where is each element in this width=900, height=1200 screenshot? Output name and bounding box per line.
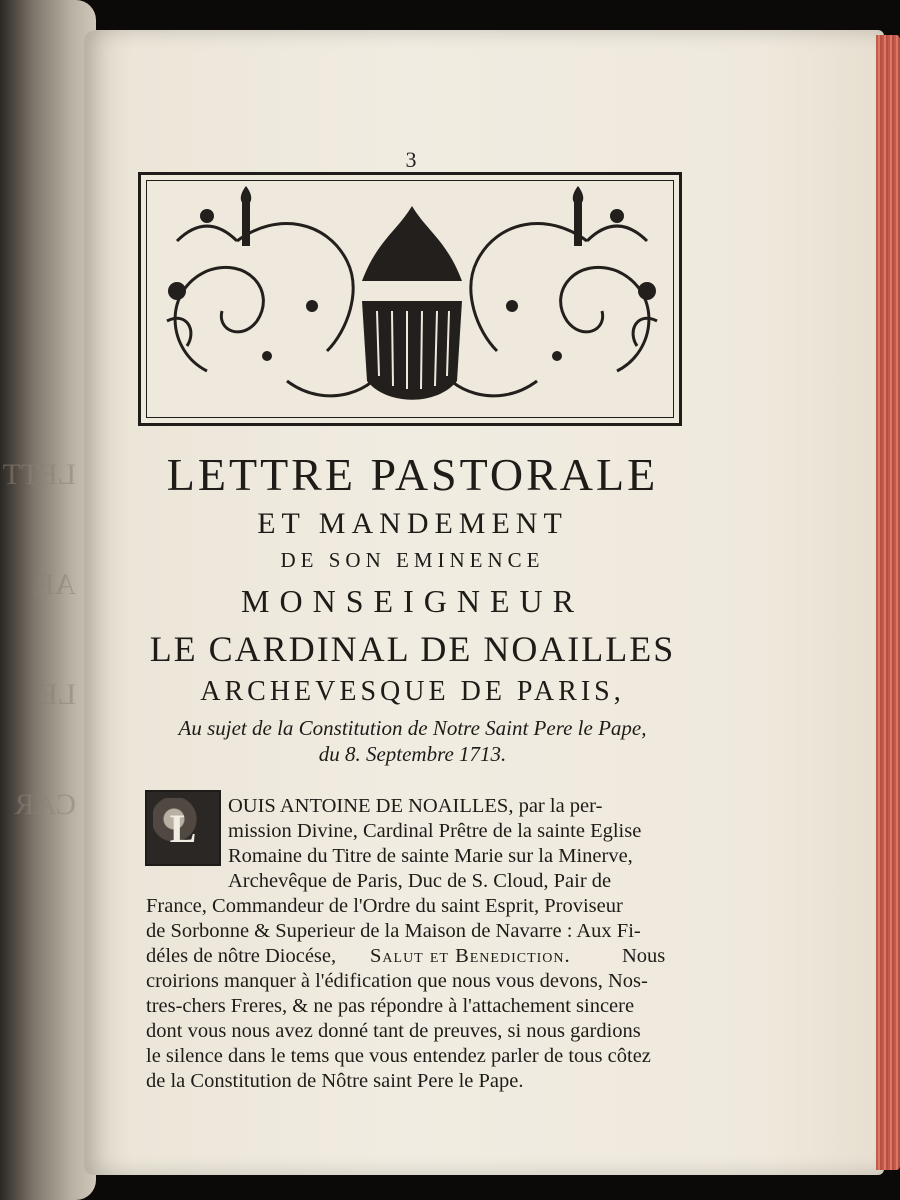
body-line-salutation: Salut et Benediction. <box>370 945 571 967</box>
title-line-4: MONSEIGNEUR <box>241 583 584 619</box>
body-line: France, Commandeur de l'Ordre du saint Esprit, Proviseur <box>146 895 623 917</box>
dropcap-ornament <box>145 790 221 866</box>
subtitle-line-2: du 8. Septembre 1713. <box>318 742 507 766</box>
body-line: mission Divine, Cardinal Prêtre de la sainte Eglise <box>228 820 642 842</box>
title-line-5: LE CARDINAL DE NOAILLES <box>149 629 676 669</box>
dropcap-letter: L <box>153 798 213 858</box>
left-page-bleedthrough <box>2 420 76 860</box>
body-line: de Sorbonne & Superieur de la Maison de Navarre : Aux Fi- <box>146 920 641 942</box>
page-stack-edge <box>876 35 900 1170</box>
body-line: Nous <box>622 945 666 967</box>
headpiece-ornament <box>138 172 682 426</box>
body-line: déles de nôtre Diocése, <box>146 945 337 967</box>
subtitle-line-1: Au sujet de la Constitution de Notre Saint Pere le Pape, <box>178 716 647 740</box>
body-line: Romaine du Titre de sainte Marie sur la Minerve, <box>228 845 633 867</box>
left-page-edge <box>0 0 96 1200</box>
ghost-line: LE CAR <box>14 678 76 821</box>
body-line: Archevêque de Paris, Duc de S. Cloud, Pair de <box>228 870 612 892</box>
body-line: dont vous nous avez donné tant de preuves, si nous gardions <box>146 1020 641 1042</box>
body-line: OUIS ANTOINE DE NOAILLES, par la per- <box>228 795 603 817</box>
ghost-line: AR <box>34 568 76 601</box>
ornament-scroll-icon <box>147 181 677 421</box>
body-line: de la Constitution de Nôtre saint Pere le Pape. <box>146 1070 524 1092</box>
body-line: le silence dans le tems que vous entendez parler de tous côtez <box>146 1045 651 1067</box>
body-line: croirions manquer à l'édification que nous vous devons, Nos- <box>146 970 648 992</box>
page-number: 3 <box>405 147 417 172</box>
body-line: tres-chers Freres, & ne pas répondre à l'attachement sincere <box>146 995 635 1017</box>
title-line-6: ARCHEVESQUE DE PARIS, <box>200 676 625 707</box>
title-line-3: DE SON EMINENCE <box>280 548 545 572</box>
ghost-line: LETT <box>2 458 76 491</box>
title-line-1: LETTRE PASTORALE <box>166 449 659 500</box>
title-line-2: ET MANDEMENT <box>257 507 568 540</box>
